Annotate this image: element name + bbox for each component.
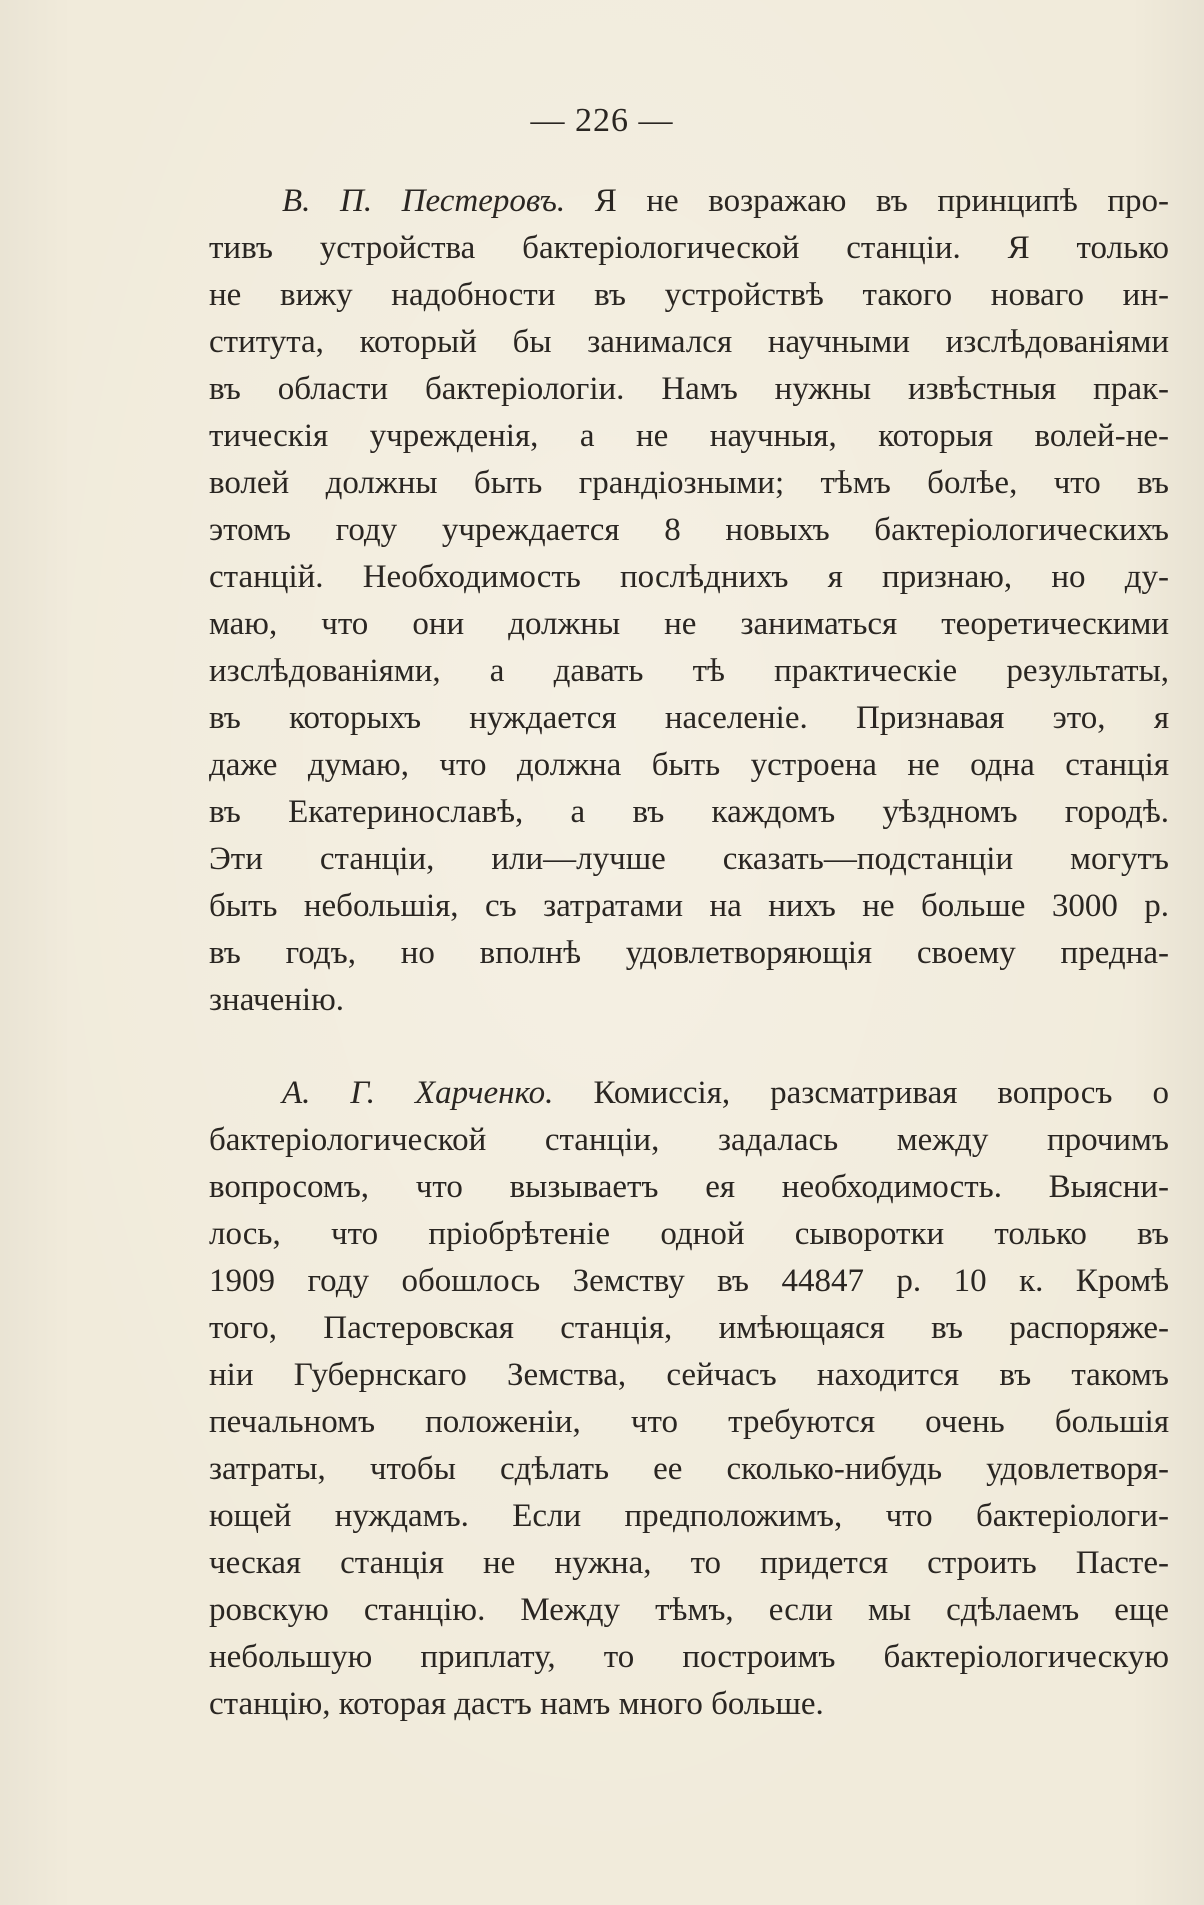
- text-line: въ Екатеринославѣ, а въ каждомъ уѣздномъ городѣ.: [209, 794, 1169, 830]
- text-line: того, Пастеровская станція, имѣющаяся въ распоряже-: [209, 1310, 1169, 1346]
- text-line: въ которыхъ нуждается населеніе. Признавая это, я: [209, 700, 1169, 736]
- text-line: ровскую станцію. Между тѣмъ, если мы сдѣлаемъ еще: [209, 1592, 1169, 1628]
- text-line: бактеріологической станціи, задалась между прочимъ: [209, 1122, 1169, 1158]
- text-line: ческая станція не нужна, то придется строить Пасте-: [209, 1545, 1169, 1581]
- text-line: 1909 году обошлось Земству въ 44847 р. 10 к. Кромѣ: [209, 1263, 1169, 1299]
- text-line: даже думаю, что должна быть устроена не одна станція: [209, 747, 1169, 783]
- text-line: тивъ устройства бактеріологической станціи. Я только: [209, 230, 1169, 266]
- text-line: не вижу надобности въ устройствѣ такого новаго ин-: [209, 277, 1169, 313]
- text-line: въ области бактеріологіи. Намъ нужны извѣстныя прак-: [209, 371, 1169, 407]
- page-number: — 226 —: [530, 102, 674, 139]
- paragraph-kharchenko: [209, 1070, 1169, 1728]
- text-line: станцій. Необходимость послѣднихъ я признаю, но ду-: [209, 559, 1169, 595]
- text-line: быть небольшія, съ затратами на нихъ не больше 3000 р.: [209, 888, 1169, 924]
- text-line: значенію.: [209, 982, 344, 1018]
- text-fragment: Я не возражаю въ принципѣ про-: [594, 183, 1169, 219]
- speaker-name: В. П. Пестеровъ.: [282, 183, 566, 219]
- paragraph-first-line: [209, 1070, 1169, 1117]
- text-line: тическія учрежденія, а не научныя, которыя волей-не-: [209, 418, 1169, 454]
- text-line: небольшую приплату, то построимъ бактеріологическую: [209, 1639, 1169, 1675]
- text-line: ститута, который бы занимался научными изслѣдованіями: [209, 324, 1169, 360]
- paragraph-pesterov: [209, 178, 1169, 1024]
- text-line: волей должны быть грандіозными; тѣмъ болѣе, что въ: [209, 465, 1169, 501]
- text-line: ніи Губернскаго Земства, сейчасъ находится въ такомъ: [209, 1357, 1169, 1393]
- text-line: вопросомъ, что вызываетъ ея необходимость. Выясни-: [209, 1169, 1169, 1205]
- text-line: изслѣдованіями, а давать тѣ практическіе результаты,: [209, 653, 1169, 689]
- text-line: лось, что пріобрѣтеніе одной сыворотки только въ: [209, 1216, 1169, 1252]
- text-fragment: Комиссія, разсматривая вопросъ о: [593, 1075, 1169, 1111]
- paragraph-first-line: [209, 178, 1169, 225]
- text-line: станцію, которая дастъ намъ много больше.: [209, 1686, 824, 1722]
- text-line: печальномъ положеніи, что требуются очень большія: [209, 1404, 1169, 1440]
- text-line: Эти станціи, или—лучше сказать—подстанціи могутъ: [209, 841, 1169, 877]
- text-line: ющей нуждамъ. Если предположимъ, что бактеріологи-: [209, 1498, 1169, 1534]
- text-line: маю, что они должны не заниматься теоретическими: [209, 606, 1169, 642]
- text-line: затраты, чтобы сдѣлать ее сколько-нибудь удовлетворя-: [209, 1451, 1169, 1487]
- speaker-name: А. Г. Харченко.: [282, 1075, 554, 1111]
- text-line: въ годъ, но вполнѣ удовлетворяющія своему предна-: [209, 935, 1169, 971]
- text-line: этомъ году учреждается 8 новыхъ бактеріологическихъ: [209, 512, 1169, 548]
